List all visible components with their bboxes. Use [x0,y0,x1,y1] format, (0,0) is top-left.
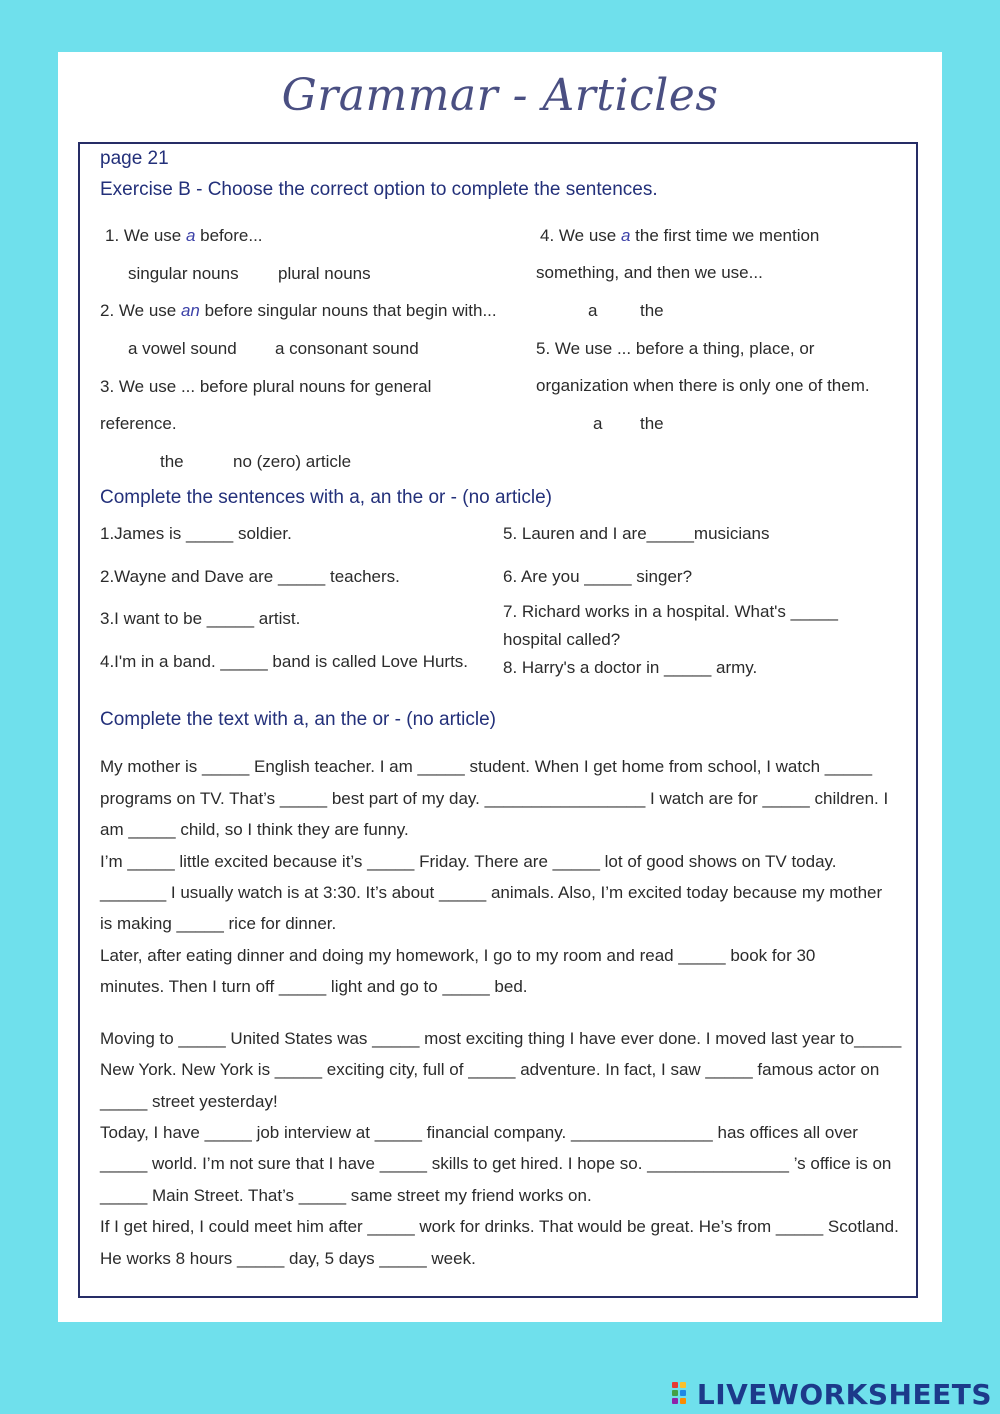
text-line[interactable]: _____ world. I’m not sure that I have _____ skills to get hired. I hope so. _______________ ’s office is on [100,1154,892,1173]
q2-option-consonant[interactable]: a consonant sound [275,339,419,358]
q5-option-a[interactable]: a [593,414,603,433]
sentence-3[interactable]: 3.I want to be _____ artist. [100,609,301,628]
q5-option-the[interactable]: the [640,414,664,433]
text-line[interactable]: _______ I usually watch is at 3:30. It’s about _____ animals. Also, I’m excited today because my mother [100,883,883,902]
question-3-line1: 3. We use ... before plural nouns for general [100,377,432,396]
sentence-7-line1[interactable]: 7. Richard works in a hospital. What's _____ [503,602,838,621]
liveworksheets-brand: LIVEWORKSHEETS [696,1377,992,1411]
q1-option-singular[interactable]: singular nouns [128,264,239,283]
q4-option-a[interactable]: a [588,301,598,320]
text-line[interactable]: New York. New York is _____ exciting city, full of _____ adventure. In fact, I saw _____ famous actor on [100,1060,880,1079]
q3-option-the[interactable]: the [160,452,184,471]
sentence-2[interactable]: 2.Wayne and Dave are _____ teachers. [100,567,400,586]
text-line[interactable]: _____ street yesterday! [100,1092,278,1111]
question-4-line1: 4. We use a the first time we mention [540,226,820,245]
question-1: 1. We use a before... [105,226,263,245]
liveworksheets-logo-icon [672,1380,694,1408]
text-line[interactable]: He works 8 hours _____ day, 5 days _____ week. [100,1249,476,1268]
sentence-6[interactable]: 6. Are you _____ singer? [503,567,693,586]
text-line[interactable]: minutes. Then I turn off _____ light and go to _____ bed. [100,977,528,996]
question-5-line1: 5. We use ... before a thing, place, or [536,339,815,358]
liveworksheets-logo [672,1378,992,1410]
sentence-4[interactable]: 4.I'm in a band. _____ band is called Love Hurts. [100,652,469,671]
sentence-7-line2: hospital called? [503,630,621,649]
text-line[interactable]: _____ Main Street. That’s _____ same street my friend works on. [100,1186,592,1205]
question-5-line2: organization when there is only one of them. [536,376,870,395]
sentence-8[interactable]: 8. Harry's a doctor in _____ army. [503,658,758,677]
question-3-line2: reference. [100,414,177,433]
text-line[interactable]: is making _____ rice for dinner. [100,914,337,933]
text-line[interactable]: My mother is _____ English teacher. I am _____ student. When I get home from school, I watch _____ [100,757,873,776]
sentence-5[interactable]: 5. Lauren and I are_____musicians [503,524,770,543]
question-2: 2. We use an before singular nouns that begin with... [100,301,497,320]
q2-option-vowel[interactable]: a vowel sound [128,339,237,358]
text-line[interactable]: Later, after eating dinner and doing my homework, I go to my room and read _____ book for 30 [100,946,816,965]
text-line[interactable]: Today, I have _____ job interview at _____ financial company. _______________ has offices all over [100,1123,858,1142]
text-line[interactable]: I’m _____ little excited because it’s _____ Friday. There are _____ lot of good shows on TV today. [100,852,837,871]
exercise-c-heading: Complete the sentences with a, an the or - (no article) [100,487,553,508]
exercise-d-heading: Complete the text with a, an the or - (no article) [100,709,497,730]
text-line[interactable]: programs on TV. That’s _____ best part of my day. _________________ I watch are for _____ children. I [100,789,889,808]
text-line[interactable]: If I get hired, I could meet him after _____ work for drinks. That would be great. He’s from _____ Scotland. [100,1217,899,1236]
q4-option-the[interactable]: the [640,301,664,320]
page-title: Grammar - Articles [281,70,719,121]
text-line[interactable]: Moving to _____ United States was _____ most exciting thing I have ever done. I moved last year to_____ [100,1029,902,1048]
question-4-line2: something, and then we use... [536,263,763,282]
sentence-1[interactable]: 1.James is _____ soldier. [100,524,292,543]
q3-option-zero[interactable]: no (zero) article [233,452,352,471]
text-line[interactable]: am _____ child, so I think they are funny. [100,820,409,839]
q1-option-plural[interactable]: plural nouns [278,264,371,283]
page-number: page 21 [100,148,169,169]
exercise-b-heading: Exercise B - Choose the correct option to complete the sentences. [100,179,658,200]
